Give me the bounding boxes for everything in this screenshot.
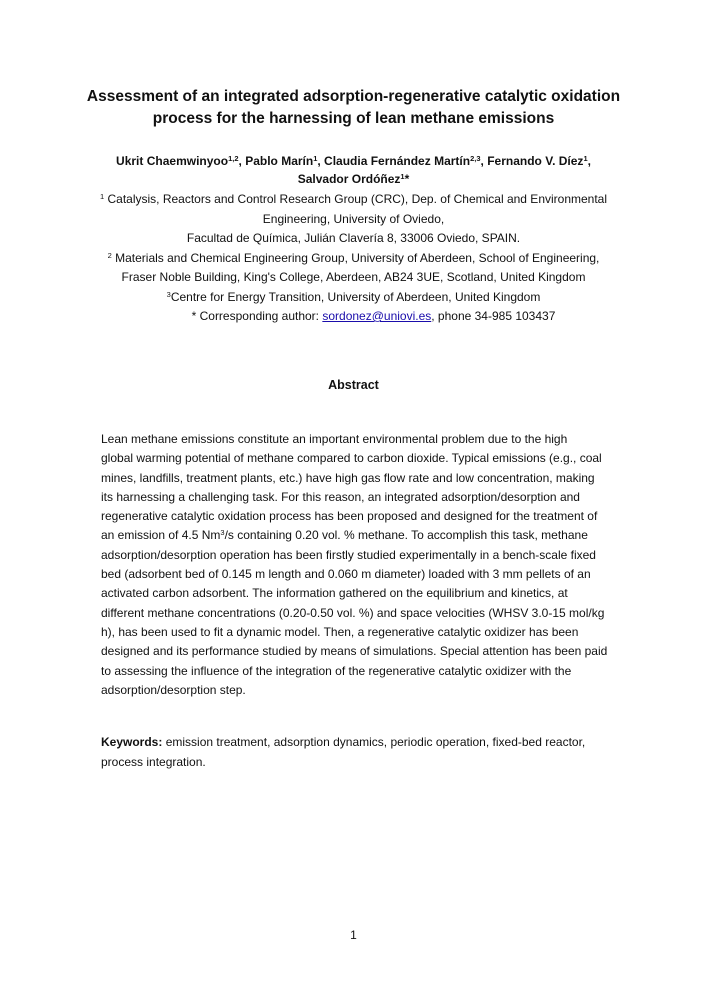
abstract-line: Lean methane emissions constitute an important environmental problem due to the high — [101, 432, 568, 446]
abstract-line: h), has been used to fit a dynamic model. Then, a regenerative catalytic oxidizer has been — [101, 624, 579, 639]
abstract-line-6-start: an emission of 4.5 Nm — [101, 528, 221, 543]
abstract-line: adsorption/desorption operation has been firstly studied experimentally in a bench-scale fixed — [101, 547, 596, 562]
abstract-line — [101, 526, 611, 545]
keywords-label: Keywords: — [101, 735, 163, 749]
corresponding-mark: * — [404, 172, 410, 186]
author-4-affil: 1 — [583, 154, 588, 163]
affiliation-3-number: 3 — [166, 289, 171, 299]
affiliation-2-line-2: Fraser Noble Building, King's College, Aberdeen, AB24 3UE, Scotland, United Kingdom — [121, 270, 586, 284]
abstract-line: regenerative catalytic oxidation process has been proposed and designed for the treatment of — [101, 509, 598, 524]
abstract-line-6-end: /s containing 0.20 vol. % methane. To accomplish this task, methane — [224, 528, 588, 543]
abstract-line: mines, landfills, treatment plants, etc.) have high gas flow rate and low concentration, making — [101, 470, 595, 485]
affiliation-1-text: Catalysis, Reactors and Control Research Group (CRC), Dep. of Chemical and Environmental — [104, 192, 608, 206]
title-line-1: Assessment of an integrated adsorption-regenerative catalytic oxidation — [86, 88, 621, 105]
author-separator: , — [238, 154, 246, 168]
abstract-line: different methane concentrations (0.20-0.50 vol. %) and space velocities (WHSV 3.0-15 mol/kg — [101, 605, 605, 620]
keywords-line-2: process integration. — [101, 754, 206, 769]
abstract-heading: Abstract — [328, 378, 379, 392]
corresponding-phone: , phone 34-985 103437 — [431, 309, 556, 323]
author-separator: , — [317, 154, 325, 168]
abstract-line: its harnessing a challenging task. For this reason, an integrated adsorption/desorption and — [101, 489, 580, 504]
author-4-name: Fernando V. Díez — [487, 154, 584, 168]
author-5-name: Salvador Ordóñez — [297, 172, 401, 186]
affiliation-2-number: 2 — [107, 250, 112, 260]
corresponding-email-link[interactable]: sordonez@uniovi.es — [322, 309, 432, 323]
keywords-line-1 — [101, 733, 611, 753]
affiliation-2-line-1 — [60, 249, 647, 269]
superscript-cubed: 3 — [220, 528, 225, 538]
abstract-line: to assessing the influence of the integration of the regenerative catalytic oxidizer with the — [101, 663, 572, 678]
affiliations — [60, 190, 647, 327]
abstract-line: global warming potential of methane compared to carbon dioxide. Typical emissions (e.g., coal — [101, 451, 602, 466]
affiliation-1-line-2: Engineering, University of Oviedo, — [262, 211, 445, 226]
affiliation-1-line-1 — [60, 190, 647, 210]
author-line-2 — [60, 170, 647, 188]
page-number: 1 — [350, 928, 357, 942]
affiliation-3-line-1 — [60, 288, 647, 308]
author-separator: , — [587, 154, 591, 168]
affiliation-1-line-3: Facultad de Química, Julián Clavería 8, 33006 Oviedo, SPAIN. — [186, 231, 521, 245]
author-2-name: Pablo Marín — [245, 154, 314, 168]
author-separator: , — [480, 154, 488, 168]
author-2-affil: 1 — [313, 154, 318, 163]
affiliation-3-text: Centre for Energy Transition, University of Aberdeen, United Kingdom — [170, 289, 541, 304]
author-3-name: Claudia Fernández Martín — [324, 154, 471, 168]
keywords-section — [101, 733, 611, 772]
author-1-name: Ukrit Chaemwinyoo — [116, 154, 229, 168]
keywords-text: emission treatment, adsorption dynamics, periodic operation, fixed-bed reactor, — [162, 735, 586, 749]
author-list — [60, 152, 647, 188]
title-line-2: process for the harnessing of lean methane emissions — [152, 110, 555, 127]
corresponding-label: * Corresponding author: — [191, 309, 323, 323]
abstract-line: adsorption/desorption step. — [101, 682, 246, 697]
abstract-body — [101, 430, 611, 700]
author-1-affil: 1,2 — [228, 154, 239, 163]
abstract-line: designed and its performance studied by means of simulations. Special attention has been paid — [101, 644, 608, 659]
affiliation-2-text: Materials and Chemical Engineering Group, University of Aberdeen, School of Engineering, — [111, 250, 600, 265]
paper-title — [70, 86, 637, 130]
corresponding-author — [60, 307, 647, 327]
abstract-line: bed (adsorbent bed of 0.145 m length and 0.060 m diameter) loaded with 3 mm pellets of an — [101, 567, 591, 582]
affiliation-1-number: 1 — [99, 192, 105, 201]
abstract-line: activated carbon adsorbent. The information gathered on the equilibrium and kinetics, at — [101, 586, 568, 601]
author-5-affil: 1 — [400, 172, 405, 181]
author-line-1 — [60, 152, 647, 170]
author-3-affil: 2,3 — [470, 154, 481, 163]
